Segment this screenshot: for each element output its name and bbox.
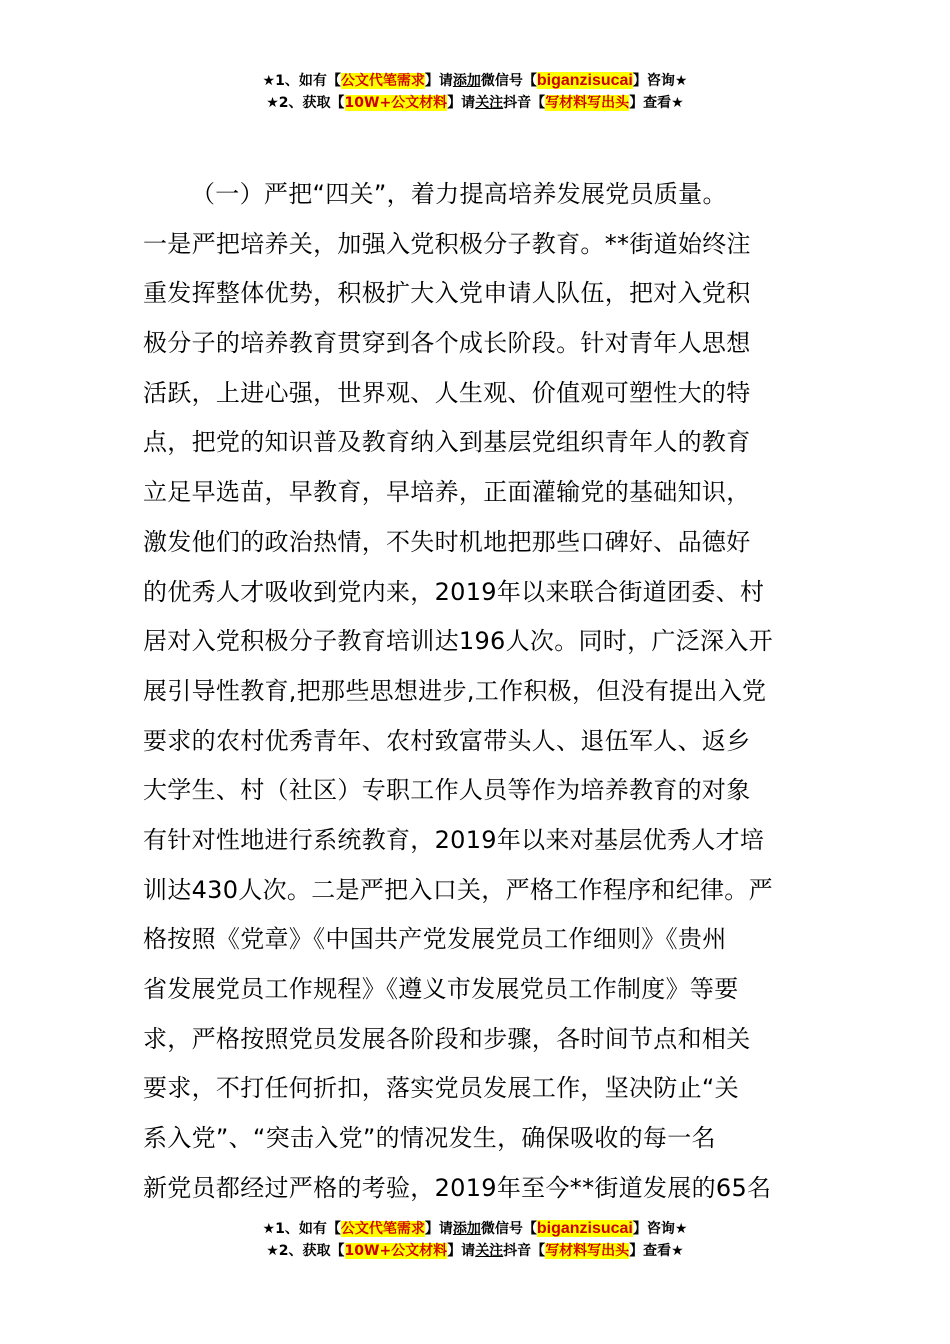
footer-banner	[0, 1218, 950, 1262]
header-text: 】请	[447, 95, 476, 111]
paragraph-line: 新党员都经过严格的考验，2019年至今**街道发展的65名	[143, 1173, 772, 1202]
highlight-wechat-id: biganzisucai	[536, 72, 633, 89]
paragraph-line: 活跃，上进心强，世界观、人生观、价值观可塑性大的特	[143, 378, 751, 407]
header-text: 】查看★	[629, 95, 684, 111]
highlight-materials: 10W+公文材料	[344, 1243, 448, 1259]
paragraph-line: 格按照《党章》《中国共产党发展党员工作细则》《贵州	[143, 925, 727, 954]
footer-text: ★2、获取【	[266, 1243, 345, 1259]
underlined-text: 添加	[452, 73, 481, 89]
paragraph-line: 居对入党积极分子教育培训达196人次。同时，广泛深入开	[143, 627, 773, 656]
paragraph-line: 有针对性地进行系统教育，2019年以来对基层优秀人才培	[143, 825, 765, 854]
header-line-1	[0, 70, 950, 92]
paragraph-line: 省发展党员工作规程》《遵义市发展党员工作制度》等要	[143, 975, 739, 1003]
highlight-service: 公文代笔需求	[340, 73, 425, 89]
footer-text: 微信号【	[480, 1221, 537, 1237]
highlight-account: 写材料写出头	[545, 1243, 630, 1259]
document-body	[143, 170, 807, 1213]
paragraph-line: 极分子的培养教育贯穿到各个成长阶段。针对青年人思想	[143, 329, 751, 358]
paragraph-line: 系入党”、“突击入党”的情况发生，确保吸收的每一名	[143, 1124, 716, 1153]
header-text: 】咨询★	[632, 73, 688, 89]
footer-text: 】咨询★	[632, 1221, 688, 1237]
footer-text: 抖音【	[503, 1243, 546, 1259]
footer-text: 】请	[447, 1243, 476, 1259]
underlined-text: 添加	[452, 1221, 481, 1237]
underlined-text: 关注	[475, 1243, 504, 1259]
paragraph-line: （一）严把“四关”，着力提高培养发展党员质量。	[191, 180, 727, 208]
underlined-text: 关注	[475, 95, 504, 111]
footer-text: 】查看★	[629, 1243, 684, 1259]
paragraph-line: 求，严格按照党员发展各阶段和步骤，各时间节点和相关	[143, 1024, 751, 1053]
highlight-wechat-id: biganzisucai	[536, 1220, 633, 1237]
footer-text: 】请	[424, 1221, 453, 1237]
paragraph-line: 训达430人次。二是严把入口关，严格工作程序和纪律。严	[143, 875, 773, 904]
header-text: 抖音【	[503, 95, 546, 111]
paragraph-line: 激发他们的政治热情，不失时机地把那些口碑好、品德好	[143, 527, 751, 556]
header-banner	[0, 70, 950, 114]
highlight-materials: 10W+公文材料	[344, 95, 448, 111]
paragraph-line: 要求，不打任何折扣，落实党员发展工作，坚决防止“关	[143, 1074, 739, 1103]
header-text: ★1、如有【	[262, 73, 341, 89]
header-text: ★2、获取【	[266, 95, 345, 111]
paragraph-line: 的优秀人才吸收到党内来，2019年以来联合街道团委、村	[143, 577, 765, 606]
paragraph-line: 一是严把培养关，加强入党积极分子教育。**街道始终注	[143, 229, 751, 258]
paragraph-line: 重发挥整体优势，积极扩大入党申请人队伍，把对入党积	[143, 279, 751, 308]
header-text: 】请	[424, 73, 453, 89]
paragraph-line: 点，把党的知识普及教育纳入到基层党组织青年人的教育	[143, 428, 751, 457]
footer-line-2	[0, 1240, 950, 1262]
footer-line-1	[0, 1218, 950, 1240]
highlight-account: 写材料写出头	[545, 95, 630, 111]
paragraph-line: 展引导性教育,把那些思想进步,工作积极，但没有提出入党	[143, 676, 767, 705]
paragraph-line: 大学生、村（社区）专职工作人员等作为培养教育的对象	[143, 776, 751, 805]
header-line-2	[0, 92, 950, 114]
paragraph-line: 要求的农村优秀青年、农村致富带头人、退伍军人、返乡	[143, 726, 751, 755]
paragraph-line: 立足早选苗，早教育，早培养，正面灌输党的基础知识，	[143, 478, 751, 507]
header-text: 微信号【	[480, 73, 537, 89]
highlight-service: 公文代笔需求	[340, 1221, 425, 1237]
footer-text: ★1、如有【	[262, 1221, 341, 1237]
